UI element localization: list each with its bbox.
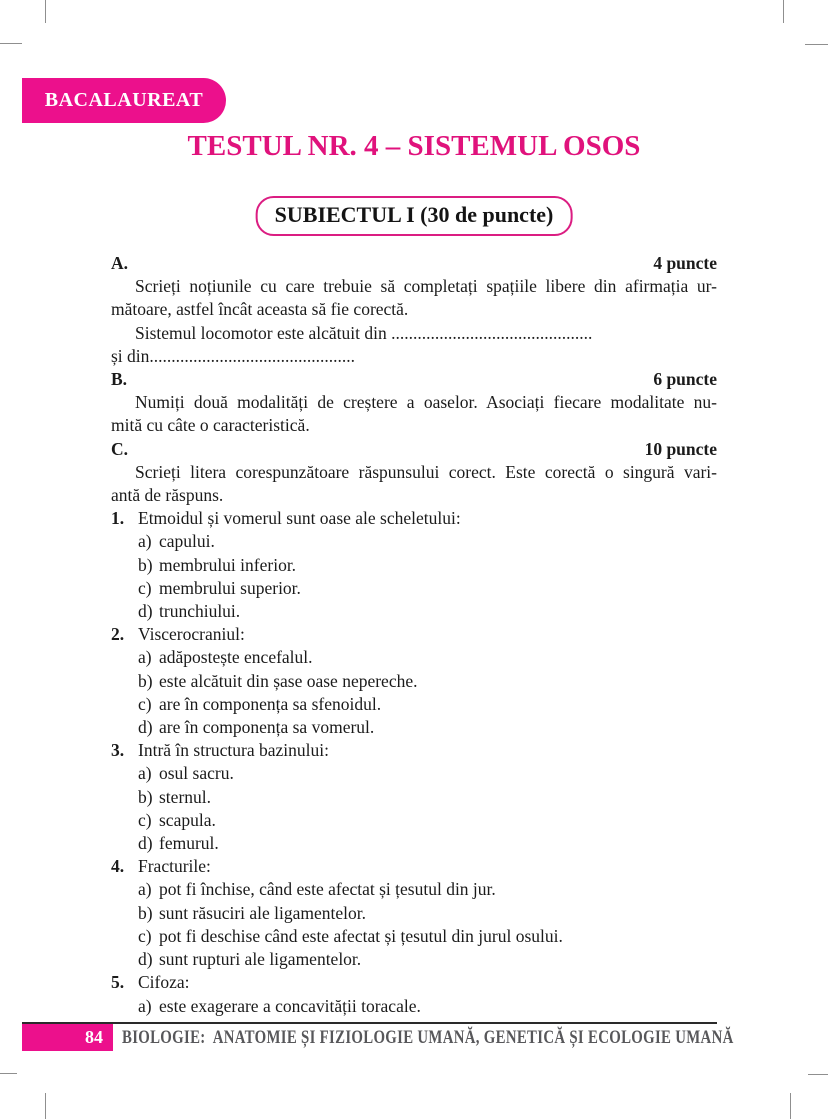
section-c-line: Scrieți litera corespunzătoare răspunsului corect. Este corectă o singură vari- <box>135 461 717 482</box>
option-letter: b) <box>138 902 153 923</box>
option-row <box>111 670 717 693</box>
option-letter: c) <box>138 925 152 946</box>
crop-mark-top-left-horizontal <box>0 43 22 44</box>
section-a-line: Scrieți noțiunile cu care trebuie să completați spațiile libere din afirmația ur- <box>135 276 717 297</box>
section-a-fill-in-line: Sistemul locomotor este alcătuit din .............................................. <box>135 322 593 343</box>
crop-mark-top-left-vertical <box>45 0 46 23</box>
option-letter: d) <box>138 833 153 854</box>
option-letter: b) <box>138 786 153 807</box>
section-b-line: mită cu câte o caracteristică. <box>111 415 310 436</box>
crop-mark-bottom-right-vertical <box>790 1093 791 1119</box>
option-row <box>111 716 717 739</box>
question-number: 2. <box>111 624 125 645</box>
option-text: sunt răsuciri ale ligamentelor. <box>159 902 367 923</box>
question-row <box>111 855 717 878</box>
option-letter: a) <box>138 879 152 900</box>
crop-mark-bottom-left-horizontal <box>0 1073 17 1074</box>
option-text: are în componența sa vomerul. <box>159 717 375 738</box>
question-row <box>111 507 717 530</box>
option-row <box>111 832 717 855</box>
question-row <box>111 739 717 762</box>
section-a-header <box>111 252 717 275</box>
subject-heading: SUBIECTUL I (30 de puncte) <box>256 196 573 236</box>
question-text: Viscerocraniul: <box>138 624 245 645</box>
section-a-label: A. <box>111 253 129 273</box>
section-c-header <box>111 438 717 461</box>
option-row <box>111 577 717 600</box>
question-number: 1. <box>111 508 125 529</box>
question-number: 3. <box>111 740 125 761</box>
option-text: sunt rupturi ale ligamentelor. <box>159 949 362 970</box>
question-text: Fracturile: <box>138 856 211 877</box>
option-text: trunchiului. <box>159 601 241 622</box>
option-row <box>111 809 717 832</box>
option-row <box>111 646 717 669</box>
question-number: 4. <box>111 856 125 877</box>
option-row <box>111 925 717 948</box>
option-letter: d) <box>138 949 153 970</box>
section-b-line: Numiți două modalități de creștere a oaselor. Asociați fiecare modalitate nu- <box>135 392 717 413</box>
section-a-points: 4 puncte <box>653 253 717 273</box>
option-row <box>111 554 717 577</box>
bacalaureat-badge: BACALAUREAT <box>22 78 226 123</box>
section-b-label: B. <box>111 369 128 390</box>
question-text: Etmoidul și vomerul sunt oase ale scheletului: <box>138 508 461 529</box>
option-row <box>111 530 717 553</box>
option-letter: a) <box>138 647 152 668</box>
question-number: 5. <box>111 972 125 993</box>
option-text: pot fi închise, când este afectat și țesutul din jur. <box>159 879 496 900</box>
option-text: osul sacru. <box>159 763 234 784</box>
section-a-fill-in-line: și din............................................... <box>111 345 356 366</box>
option-letter: c) <box>138 693 152 714</box>
option-letter: a) <box>138 531 152 552</box>
option-text: are în componența sa sfenoidul. <box>159 693 382 714</box>
option-text: membrului superior. <box>159 577 301 598</box>
option-row <box>111 786 717 809</box>
option-letter: d) <box>138 717 153 738</box>
option-text: pot fi deschise când este afectat și țesutul din jurul osului. <box>159 925 563 946</box>
test-content <box>111 252 717 1018</box>
option-row <box>111 902 717 925</box>
page-number: 84 <box>85 1027 103 1047</box>
option-text: sternul. <box>159 786 212 807</box>
option-letter: b) <box>138 670 153 691</box>
option-row <box>111 948 717 971</box>
option-text: membrului inferior. <box>159 554 297 575</box>
section-c-line: antă de răspuns. <box>111 485 224 506</box>
option-letter: b) <box>138 554 153 575</box>
option-row <box>111 995 717 1018</box>
option-row <box>111 762 717 785</box>
option-text: femurul. <box>159 833 219 854</box>
crop-mark-bottom-right-horizontal <box>808 1074 828 1075</box>
option-text: adăpostește encefalul. <box>159 647 313 668</box>
option-text: scapula. <box>159 809 216 830</box>
option-letter: c) <box>138 809 152 830</box>
section-b-points: 6 puncte <box>653 369 717 390</box>
option-letter: a) <box>138 995 152 1016</box>
crop-mark-top-right-horizontal <box>805 44 828 45</box>
question-row <box>111 971 717 994</box>
option-row <box>111 693 717 716</box>
option-row <box>111 600 717 623</box>
option-text: este alcătuit din șase oase nepereche. <box>159 670 418 691</box>
option-row <box>111 878 717 901</box>
section-a-line: mătoare, astfel încât aceasta să fie corectă. <box>111 299 409 320</box>
option-letter: a) <box>138 763 152 784</box>
option-letter: c) <box>138 577 152 598</box>
option-text: capului. <box>159 531 215 552</box>
question-text: Cifoza: <box>138 972 190 993</box>
page-title: TESTUL NR. 4 – SISTEMUL OSOS <box>187 130 641 162</box>
page-number-badge <box>22 1024 113 1051</box>
question-row <box>111 623 717 646</box>
footer-rule <box>22 1022 717 1024</box>
section-c-label: C. <box>111 438 129 459</box>
footer-book-title: BIOLOGIE: ANATOMIE ȘI FIZIOLOGIE UMANĂ, GENETICĂ ȘI ECOLOGIE UMANĂ <box>122 1027 734 1048</box>
question-text: Intră în structura bazinului: <box>138 740 329 761</box>
section-b-header <box>111 368 717 391</box>
option-text: este exagerare a concavității toracale. <box>159 995 421 1016</box>
option-letter: d) <box>138 601 153 622</box>
section-c-points: 10 puncte <box>644 438 717 459</box>
crop-mark-top-right-vertical <box>783 0 784 23</box>
crop-mark-bottom-left-vertical <box>45 1093 46 1119</box>
